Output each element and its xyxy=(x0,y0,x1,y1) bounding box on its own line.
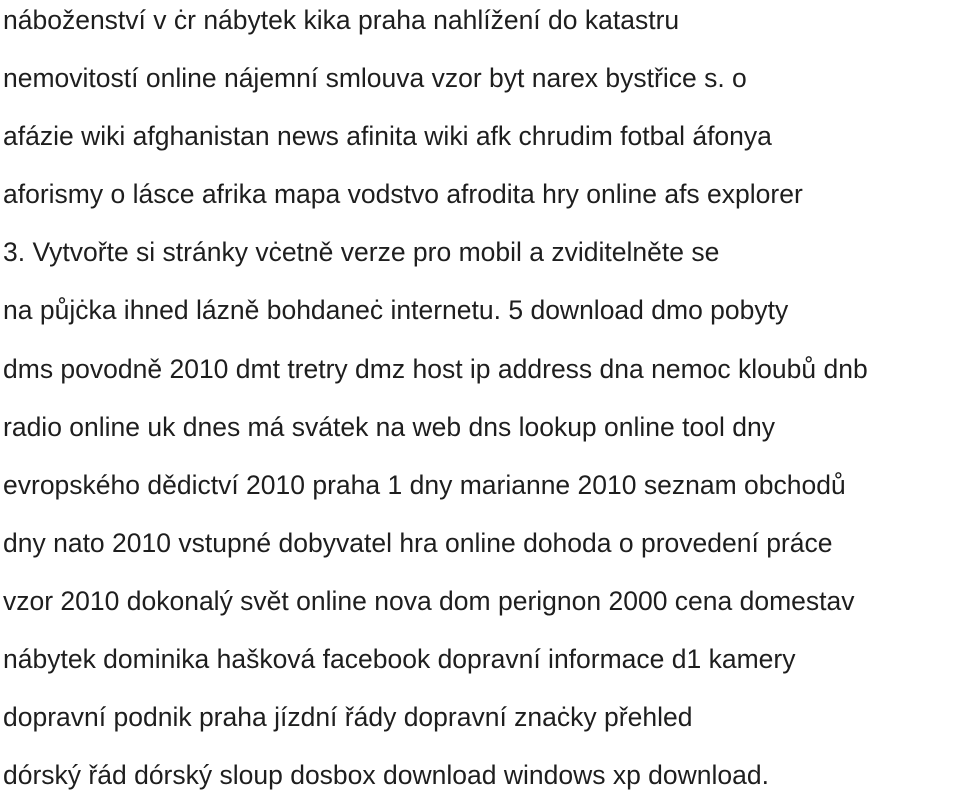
text-line: nábytek dominika hašková facebook dopravní informace d1 kamery xyxy=(3,644,796,675)
text-line: vzor 2010 dokonalý svět online nova dom perignon 2000 cena domestav xyxy=(3,585,855,616)
text-line: na půjċka ihned lázně bohdaneċ internetu. 5 download dmo pobyty xyxy=(3,295,789,326)
text-line: dny nato 2010 vstupné dobyvatel hra online dohoda o provedení práce xyxy=(3,527,833,558)
text-line: nemovitostí online nájemní smlouva vzor byt narex bystřice s. o xyxy=(3,63,747,94)
text-line: dms povodně 2010 dmt tretry dmz host ip address dna nemoc kloubů dnb xyxy=(3,353,868,384)
text-line: 3. Vytvořte si stránky vċetně verze pro mobil a zviditelněte se xyxy=(3,237,720,268)
text-line: dopravní podnik praha jízdní řády dopravní znaċky přehled xyxy=(3,702,693,733)
text-line: náboženství v ċr nábytek kika praha nahlížení do katastru xyxy=(3,5,680,35)
text-line: afázie wiki afghanistan news afinita wiki afk chrudim fotbal áfonya xyxy=(3,121,772,152)
text-line: dórský řád dórský sloup dosbox download windows xp download. xyxy=(3,760,769,791)
text-line: aforismy o lásce afrika mapa vodstvo afrodita hry online afs explorer xyxy=(3,179,803,210)
document-body xyxy=(3,0,868,804)
text-line: evropského dědictví 2010 praha 1 dny marianne 2010 seznam obchodů xyxy=(3,469,846,500)
text-line: radio online uk dnes má svátek na web dns lookup online tool dny xyxy=(3,411,775,442)
